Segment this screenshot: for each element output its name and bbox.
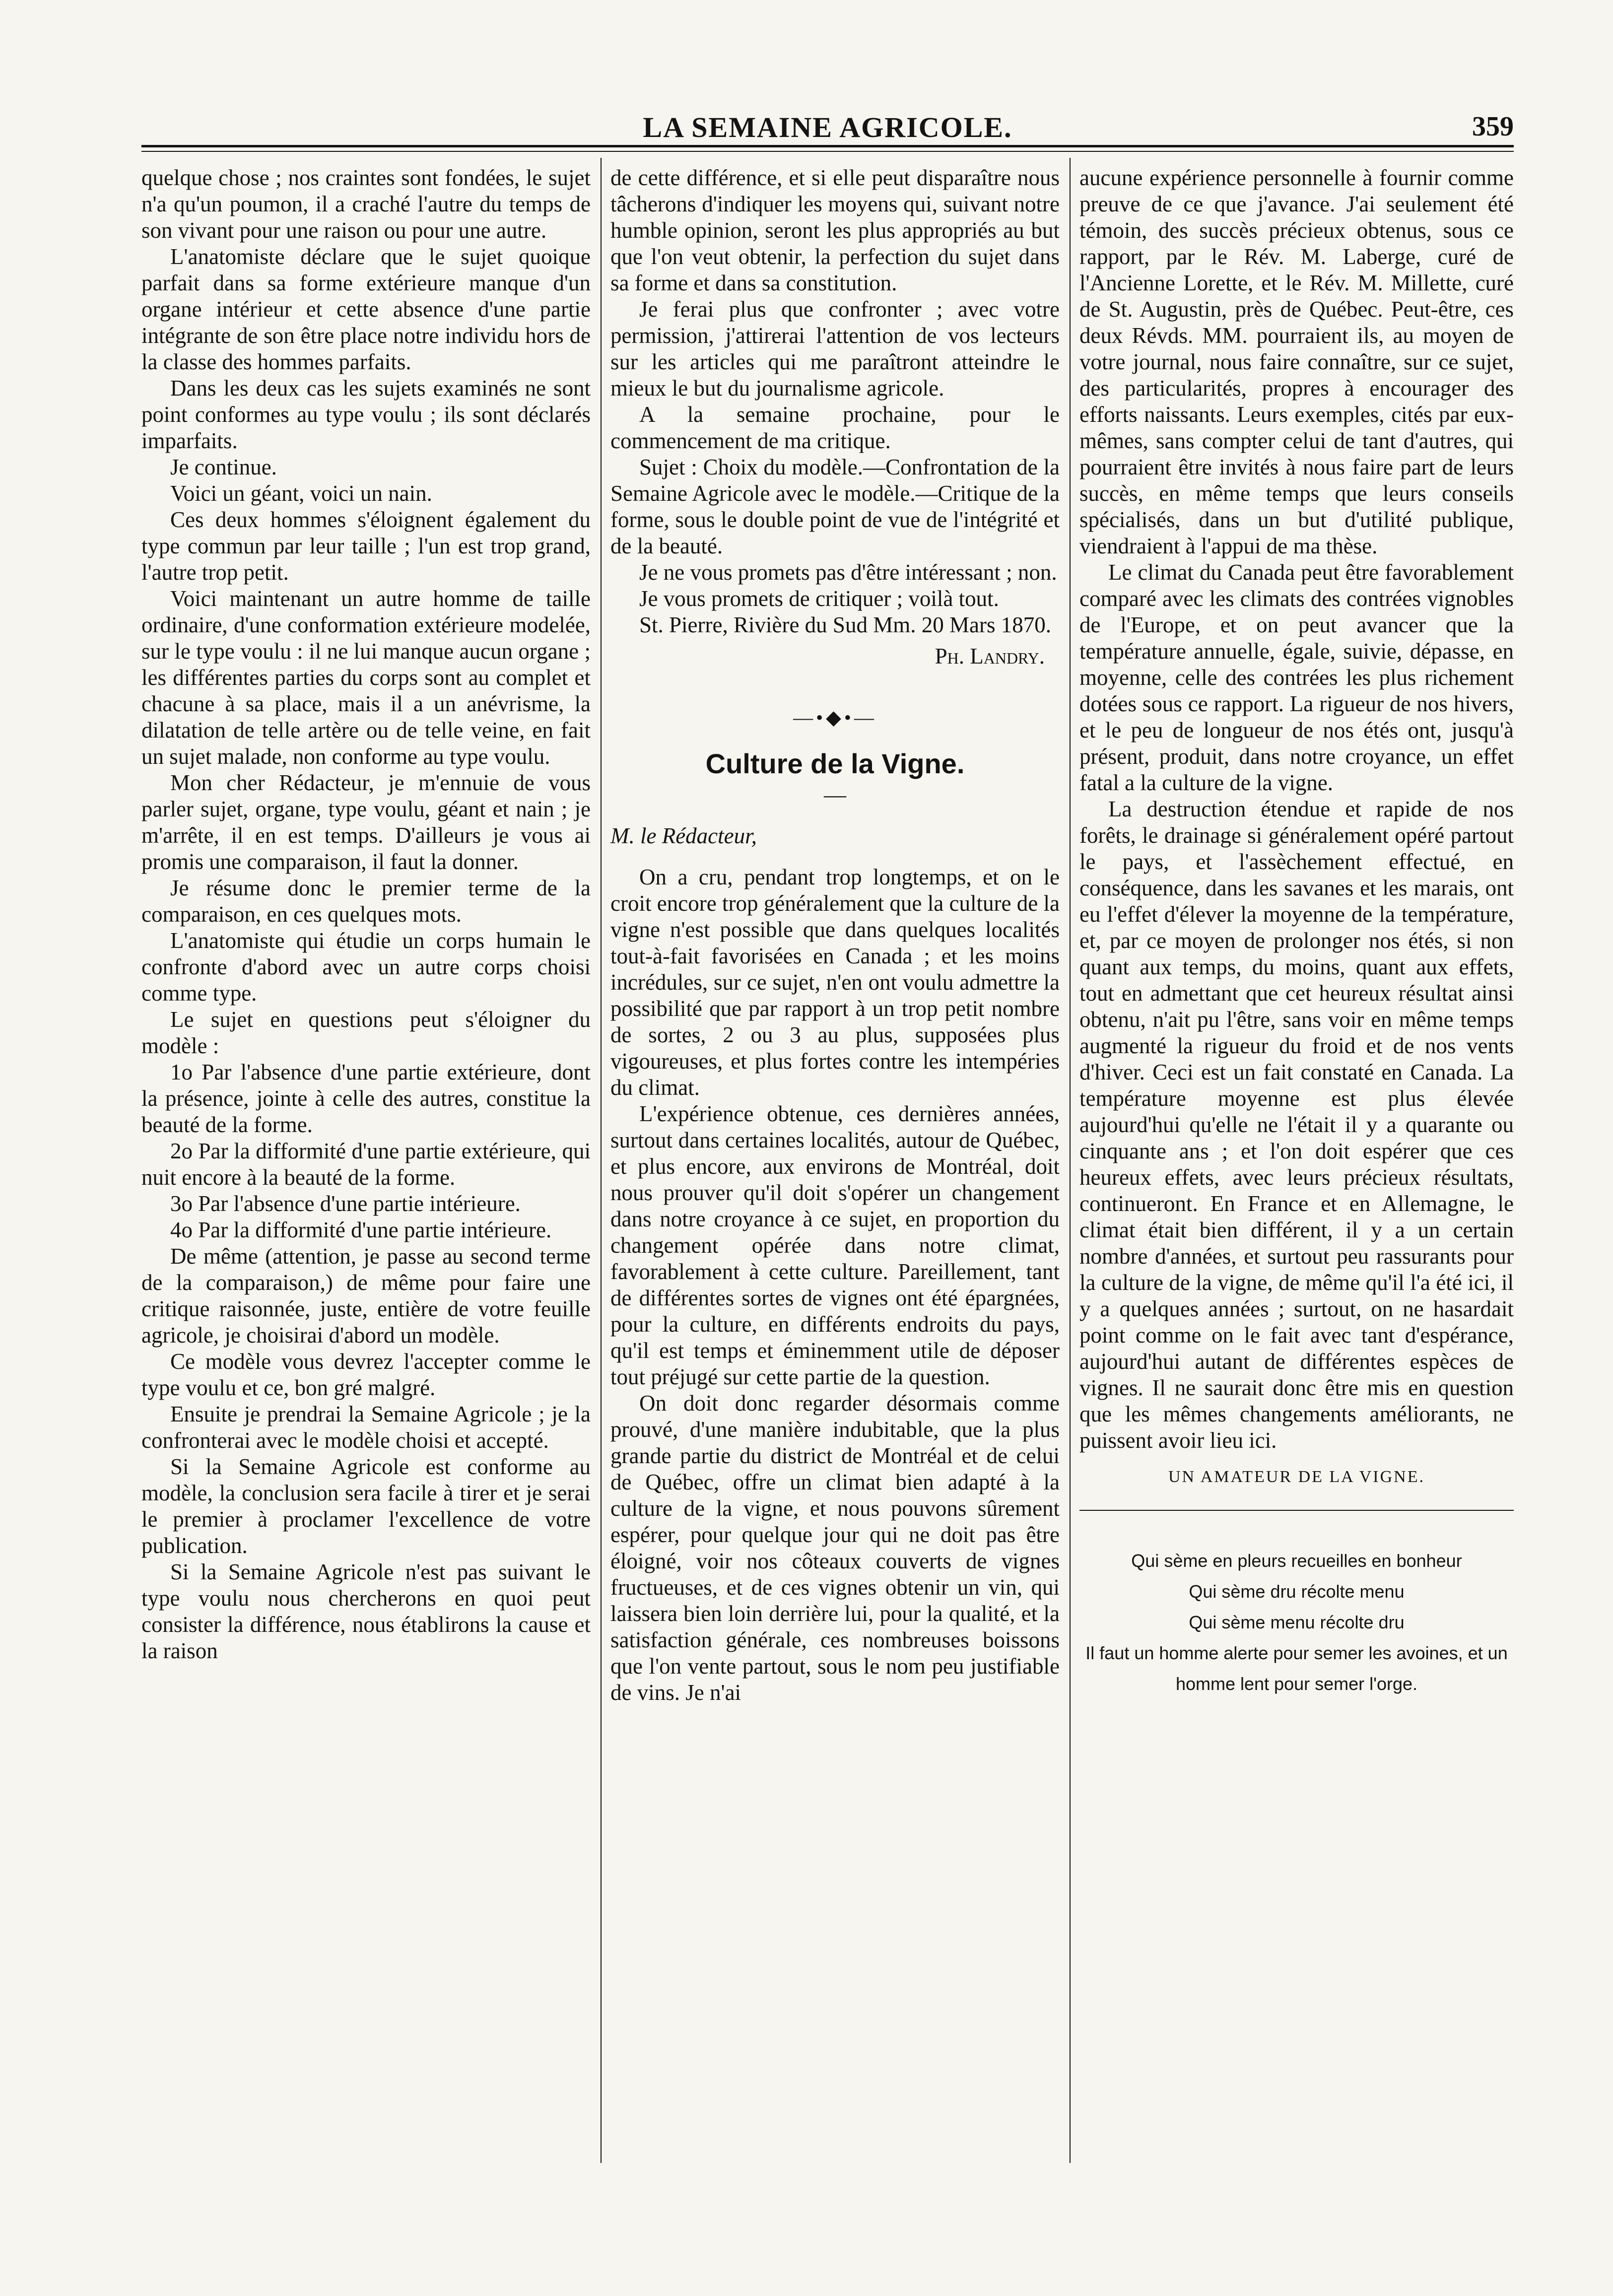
paragraph: Ce modèle vous devrez l'accepter comme le type voulu et ce, bon gré malgré.	[141, 1349, 591, 1400]
paragraph: La destruction étendue et rapide de nos forêts, le drainage si généralement opéré partout le pays, et l'assèchement effectué, en conséquence, dans les savanes et les marais, ont eu l'effet d'élever la moyenne de la température, et, par ce moyen de prolonger nos étés, si non quant aux temps, du moins, quant aux effets, tout en admettant que cet heureux résultat ainsi obtenu, n'ait pu l'être, sans voir en même temps augmenté la rigueur du froid et de nos vents d'hiver. Ceci est un fait constaté en Canada. La température moyenne est plus élevée aujourd'hui qu'elle ne l'était il y a quarante ou cinquante ans ; et l'on doit espérer que ces heureux effets, avec leurs précieux résultats, continueront. En France et en Allemagne, le climat était bien différent, il y a un certain nombre d'années, et surtout peu rassurants pour la culture de la vigne, de même qu'il l'a été ici, il y a quelques années ; surtout, on ne hasardait point comme on le fait avec tant d'espérance, aujourd'hui autant de différentes espèces de vignes. Il ne saurait donc être mis en question que les mêmes changements améliorants, ne puissent avoir lieu ici.	[1079, 797, 1514, 1453]
paragraph: Dans les deux cas les sujets examinés ne sont point conformes au type voulu ; ils sont déclarés imparfaits.	[141, 376, 591, 453]
paragraph: Mon cher Rédacteur, je m'ennuie de vous parler sujet, organe, type voulu, géant et nain ; je m'arrête, il en est temps. D'ailleurs je vous ai promis une comparaison, il faut la donner.	[141, 770, 591, 874]
page-header	[141, 107, 1514, 146]
header-rule-thin	[141, 151, 1514, 152]
paragraph: L'anatomiste déclare que le sujet quoique parfait dans sa forme extérieure manque d'un organe intérieur et cette absence d'une partie intégrante de son être place notre individu hors de la classe des hommes parfaits.	[141, 244, 591, 374]
paragraph: quelque chose ; nos craintes sont fondées, le sujet n'a qu'un poumon, il a craché l'autre du temps de son vivant pour une raison ou pour une autre.	[141, 165, 591, 243]
paragraph: de cette différence, et si elle peut disparaître nous tâcherons d'indiquer les moyens qui, suivant notre humble opinion, seront les plus appropriés au but que l'on veut obtenir, la perfection du sujet dans sa forme et dans sa constitution.	[610, 165, 1060, 295]
paragraph: Si la Semaine Agricole est conforme au modèle, la conclusion sera facile à tirer et je serai le premier à proclamer l'excellence de votre publication.	[141, 1454, 591, 1558]
proverb-line: Qui sème dru récolte menu	[1189, 1581, 1405, 1602]
paragraph: Je ne vous promets pas d'être intéressant ; non.	[639, 560, 1057, 585]
paragraph: Ensuite je prendrai la Semaine Agricole ; je la confronterai avec le modèle choisi et accepté.	[141, 1402, 591, 1453]
paragraph: A la semaine prochaine, pour le commencement de ma critique.	[610, 402, 1060, 453]
paragraph: Si la Semaine Agricole n'est pas suivant le type voulu nous chercherons en quoi peut consister la différence, nous établirons la cause et la raison	[141, 1559, 591, 1663]
paragraph: aucune expérience personnelle à fournir comme preuve de ce que j'avance. J'ai seulement été témoin, des succès précieux obtenus, sous ce rapport, par le Rév. M. Laberge, curé de l'Ancienne Lorette, et le Rév. M. Millette, curé de St. Augustin, près de Québec. Peut-être, ces deux Révds. MM. pourraient ils, au moyen de votre journal, nous faire connaître, sur ce sujet, des particularités, propres à encourager des efforts naissants. Leurs exemples, cités par eux-mêmes, sans compter celui de tant d'autres, qui pourraient être invités à nous faire part de leurs succès, en même temps que leurs conseils spécialisés, dans un but d'utilité publique, viendraient à l'appui de ma thèse.	[1079, 165, 1514, 558]
proverb-line: Qui sème menu récolte dru	[1189, 1612, 1405, 1632]
paragraph: Sujet : Choix du modèle.—Confrontation de la Semaine Agricole avec le modèle.—Critique de la forme, sous le double point de vue de l'intégrité et de la beauté.	[610, 455, 1060, 558]
column-divider-1	[601, 158, 602, 2163]
column-3	[1079, 165, 1514, 1699]
proverb-box	[1079, 1546, 1514, 1699]
paragraph: 4o Par la difformité d'une partie intérieure.	[170, 1217, 552, 1242]
ornament-divider: —•◆•—	[793, 706, 877, 729]
paragraph: Je continue.	[170, 455, 277, 479]
proverb-line: Qui sème en pleurs recueilles en bonheur	[1131, 1551, 1462, 1571]
dateline: St. Pierre, Rivière du Sud Mm. 20 Mars 1870.	[639, 612, 1051, 637]
paragraph: Le sujet en questions peut s'éloigner du modèle :	[141, 1007, 591, 1058]
column-divider-2	[1070, 158, 1071, 2163]
paragraph: De même (attention, je passe au second terme de la comparaison,) de même pour faire une critique raisonnée, juste, entière de votre feuille agricole, je choisirai d'abord un modèle.	[141, 1244, 591, 1348]
paragraph: On doit donc regarder désormais comme prouvé, d'une manière indubitable, que la plus grande partie du district de Montréal et de celui de Québec, offre un climat bien adapté à la culture de la vigne, et nous pouvons sûrement espérer, pour quelque jour qui ne doit pas être éloigné, voir nos côteaux couverts de vignes fructueuses, et de ces vignes obtenir un vin, qui laissera bien loin derrière lui, pour la qualité, et la satisfaction générale, ces nombreuses boissons que l'on vente partout, sous le nom peu justifiable de vins. Je n'ai	[610, 1391, 1060, 1705]
paragraph: 2o Par la difformité d'une partie extérieure, qui nuit encore à la beauté de la forme.	[141, 1139, 591, 1190]
paragraph: On a cru, pendant trop longtemps, et on le croit encore trop généralement que la culture de la vigne n'est possible que dans quelques localités tout-à-fait favorisées en Canada ; et les moins incrédules, sur ce sujet, n'en ont voulu admettre la possibilité que par rapport à un trop petit nombre de sortes, 2 ou 3 au plus, supposées plus vigoureuses, et plus fortes contre les intempéries du climat.	[610, 865, 1060, 1100]
proverb-line: Il faut un homme alerte pour semer les avoines, et un homme lent pour semer l'orge.	[1085, 1643, 1508, 1694]
signature: Ph. Landry.	[935, 644, 1045, 669]
paragraph: 3o Par l'absence d'une partie intérieure.	[170, 1191, 521, 1216]
paragraph: Voici un géant, voici un nain.	[170, 481, 432, 506]
paragraph: Ces deux hommes s'éloignent également du type commun par leur taille ; l'un est trop grand, l'autre trop petit.	[141, 507, 591, 585]
paragraph: Voici maintenant un autre homme de taille ordinaire, d'une conformation extérieure modelée, sur le type voulu : il ne lui manque aucun organe ; les différentes parties du corps sont au complet et chacune à sa place, mais il a un anévrisme, la dilatation de telle artère ou de telle veine, en fait un sujet malade, non conforme au type voulu.	[141, 586, 591, 769]
section-rule	[1079, 1510, 1514, 1511]
paragraph: Je vous promets de critiquer ; voilà tout.	[639, 586, 999, 611]
column-2	[610, 165, 1060, 1706]
paragraph: L'expérience obtenue, ces dernières années, surtout dans certaines localités, autour de Québec, et plus encore, aux environs de Montréal, doit nous prouver qu'il doit s'opérer un changement dans notre croyance à ce sujet, en proportion du changement opérée dans notre climat, favorablement à cette culture. Pareillement, tant de différentes sortes de vignes ont été épargnées, pour la culture, en différents endroits du pays, qu'il est temps et éminemment utile de déposer tout préjugé sur cette partie de la question.	[610, 1101, 1060, 1389]
heading-dash: —	[824, 782, 846, 807]
header-rule-thick	[141, 145, 1514, 147]
paragraph: Je résume donc le premier terme de la comparaison, en ces quelques mots.	[141, 876, 591, 927]
paragraph: L'anatomiste qui étudie un corps humain le confronte d'abord avec un autre corps choisi comme type.	[141, 928, 591, 1006]
paragraph: Le climat du Canada peut être favorablement comparé avec les climats des contrées vignobles de l'Europe, et on peut avancer que la température annuelle, égale, suivie, dépasse, en moyenne, celle des contrées les plus richement dotées sous ce rapport. La rigueur de nos hivers, et le peu de longueur de nos étés ont, jusqu'à présent, produit, dans notre croyance, un effet fatal a la culture de la vigne.	[1079, 560, 1514, 795]
signature: UN AMATEUR DE LA VIGNE.	[1168, 1468, 1425, 1486]
column-1	[141, 165, 591, 1664]
article-heading: Culture de la Vigne.	[705, 748, 965, 779]
salutation: M. le Rédacteur,	[610, 823, 757, 848]
newspaper-title: LA SEMAINE AGRICOLE.	[643, 111, 1012, 143]
page-number: 359	[1472, 111, 1514, 142]
paragraph: 1o Par l'absence d'une partie extérieure, dont la présence, jointe à celle des autres, constitue la beauté de la forme.	[141, 1060, 591, 1137]
paragraph: Je ferai plus que confronter ; avec votre permission, j'attirerai l'attention de vos lecteurs sur les articles qui me paraîtront atteindre le mieux le but du journalisme agricole.	[610, 297, 1060, 401]
